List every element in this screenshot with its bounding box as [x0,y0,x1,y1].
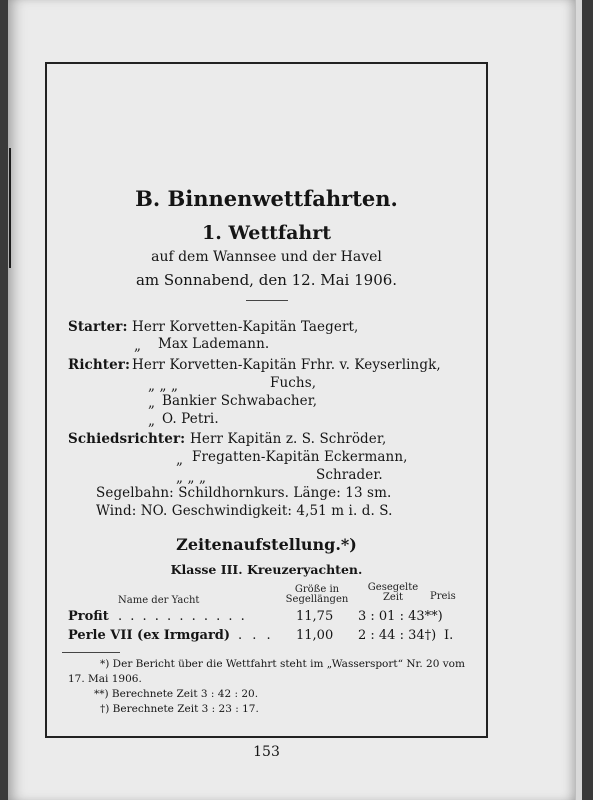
starter-line-2: Max Lademann. [158,336,270,352]
divider [246,300,288,301]
schiedsrichter-label: Schiedsrichter: [68,431,186,447]
col-header-size-line-2: Segellängen [285,594,349,605]
ditto-mark: „ [134,338,142,354]
richter-label: Richter: [68,357,131,373]
footnote-3: †) Berechnete Zeit 3 : 23 : 17. [100,703,259,715]
spine-mark [9,148,11,268]
section-title: B. Binnenwettfahrten. [135,186,398,211]
footnote-2: **) Berechnete Zeit 3 : 42 : 20. [94,688,259,700]
race-title: 1. Wettfahrt [202,222,331,244]
course-info: Segelbahn: Schildhornkurs. Länge: 13 sm. [96,485,392,501]
page-edge [575,0,582,800]
ditto-mark: „ „ „ [148,378,179,394]
ditto-mark: „ [148,413,156,429]
starter-label: Starter: [68,319,128,335]
footnote-1-cont: 17. Mai 1906. [68,673,142,685]
yacht-name: Profit [68,609,109,624]
richter-line-4: O. Petri. [162,411,219,427]
ditto-mark: „ „ „ [176,470,207,486]
col-header-name: Name der Yacht [118,595,200,606]
ditto-mark: „ [148,395,156,411]
wind-info: Wind: NO. Geschwindigkeit: 4,51 m i. d. S. [96,503,393,519]
yacht-size: 11,00 [296,628,334,643]
yacht-time: 3 : 01 : 43**) [358,609,443,624]
starter-line-1: Herr Korvetten-Kapitän Taegert, [132,319,359,335]
page-number: 153 [253,744,280,760]
yacht-time: 2 : 44 : 34†) [358,628,437,643]
richter-line-3: Bankier Schwabacher, [162,393,318,409]
race-location: auf dem Wannsee und der Havel [151,249,382,265]
richter-line-2: Fuchs, [270,375,317,391]
col-header-time-line-1: Gesegelte [367,582,419,593]
schiedsrichter-line-2: Fregatten-Kapitän Eckermann, [192,449,408,465]
schiedsrichter-line-3: Schrader. [316,467,383,483]
col-header-time-line-2: Zeit [382,592,404,603]
results-title: Zeitenaufstellung.*) [176,535,357,554]
col-header-time [366,583,420,603]
ditto-mark: „ [176,452,184,468]
leader-dots: . . . . . . . . . . . [118,609,247,624]
col-header-prize: Preis [430,591,456,602]
class-title: Klasse III. Kreuzeryachten. [170,562,363,577]
footnote-rule [62,652,120,653]
col-header-size-line-1: Größe in [294,584,340,595]
richter-line-1: Herr Korvetten-Kapitän Frhr. v. Keyserlingk, [132,357,441,373]
leader-dots: . . . [238,628,274,643]
yacht-name: Perle VII (ex Irmgard) [68,628,231,643]
yacht-prize: I. [444,628,454,643]
footnote-1: *) Der Bericht über die Wettfahrt steht im „Wassersport“ Nr. 20 vom [100,658,465,670]
col-header-size [282,585,352,605]
race-date: am Sonnabend, den 12. Mai 1906. [135,271,398,289]
schiedsrichter-line-1: Herr Kapitän z. S. Schröder, [190,431,387,447]
yacht-size: 11,75 [296,609,334,624]
